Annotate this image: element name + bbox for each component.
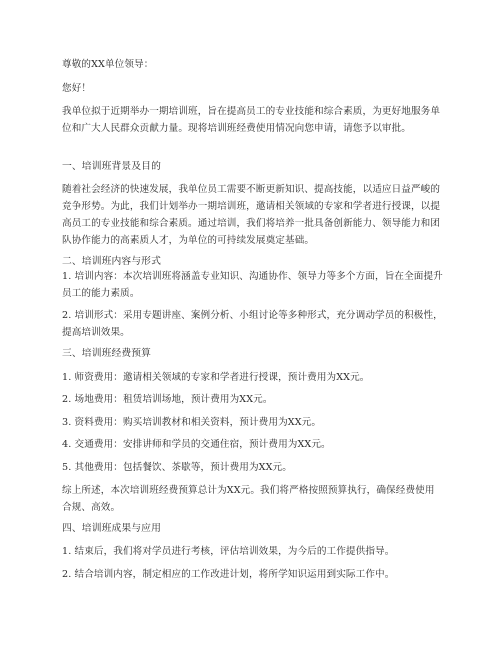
budget-summary: 综上所述，本次培训班经费预算总计为XX元。我们将严格按照预算执行，确保经费使用合规、高效。 <box>62 485 435 513</box>
outcome-item-2: 2. 结合培训内容，制定相应的工作改进计划，将所学知识运用到实际工作中。 <box>62 569 395 580</box>
section-heading-content: 二、培训班内容与形式 <box>62 256 161 267</box>
outcome-item-1: 1. 结束后，我们将对学员进行考核，评估培训效果，为今后的工作提供指导。 <box>62 546 395 557</box>
budget-item-3: 3. 资料费用：购买培训教材和相关资料，预计费用为XX元。 <box>62 417 322 428</box>
background-paragraph: 随着社会经济的快速发展，我单位员工需要不断更新知识、提高技能，以适应日益严峻的竞争形势。为此，我们计划举办一期培训班，邀请相关领域的专家和学者进行授课，以提高员工的专业技能和综合素质。通过培训，我们将培养一批具备创新能力、领导能力和团队协作能力的高素质人才，为单位的可持续发展奠定基础。 <box>62 184 441 246</box>
section-heading-budget: 三、培训班经费预算 <box>62 348 152 359</box>
salutation: 尊敬的XX单位领导： <box>62 59 154 70</box>
section-heading-outcomes: 四、培训班成果与应用 <box>62 523 161 534</box>
budget-item-5: 5. 其他费用：包括餐饮、茶歇等，预计费用为XX元。 <box>62 462 292 473</box>
intro-paragraph: 我单位拟于近期举办一期培训班，旨在提高员工的专业技能和综合素质，为更好地服务单位和广大人民群众贡献力量。现将培训班经费使用情况向您申请，请您予以审批。 <box>62 106 441 134</box>
greeting: 您好！ <box>62 83 92 94</box>
budget-item-4: 4. 交通费用：安排讲师和学员的交通住宿，预计费用为XX元。 <box>62 439 331 450</box>
budget-item-1: 1. 师资费用：邀请相关领域的专家和学者进行授课，预计费用为XX元。 <box>62 372 370 383</box>
content-item-2: 2. 培训形式：采用专题讲座、案例分析、小组讨论等多种形式，充分调动学员的积极性，提高培训效果。 <box>62 310 443 338</box>
content-item-1: 1. 培训内容：本次培训班将涵盖专业知识、沟通协作、领导力等多个方面，旨在全面提升员工的能力素质。 <box>62 271 443 299</box>
section-heading-background: 一、培训班背景及目的 <box>62 161 161 172</box>
budget-item-2: 2. 场地费用：租赁培训场地，预计费用为XX元。 <box>62 394 273 405</box>
